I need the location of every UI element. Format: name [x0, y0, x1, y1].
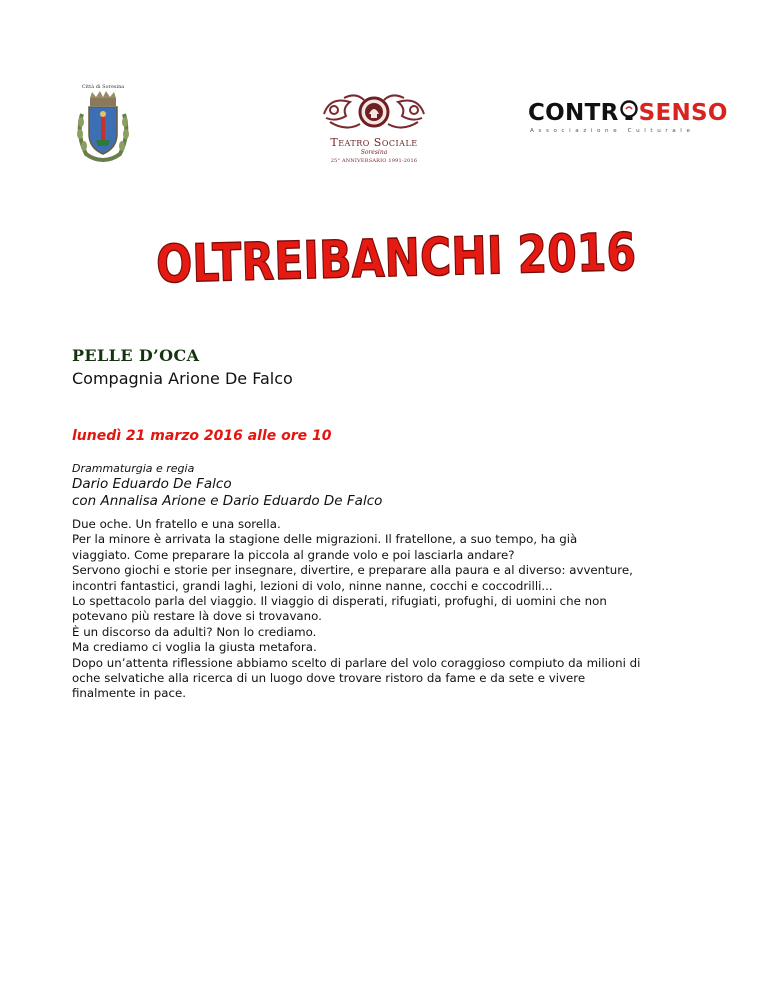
- event-date: lunedì 21 marzo 2016 alle ore 10: [72, 428, 332, 444]
- show-title: PELLE D’OCA: [72, 346, 200, 365]
- brand-part-2: SENSO: [638, 100, 728, 126]
- main-title-text: OLTREIBANCHI 2016: [155, 219, 744, 296]
- description-line: Ma crediamo ci voglia la giusta metafora.: [72, 640, 317, 655]
- description-line: incontri fantastici, grandi laghi, lezioni di volo, ninne nanne, cocchi e coccodrilli...: [72, 578, 553, 593]
- description: [72, 517, 712, 702]
- description-line: È un discorso da adulti? Non lo crediamo.: [72, 624, 317, 639]
- description-line: oche selvatiche alla ricerca di un luogo dove trovare ristoro da fame e da sete e vivere: [72, 671, 586, 686]
- credits-director: Dario Eduardo De Falco: [72, 476, 232, 492]
- controsenso-brand: [528, 98, 728, 128]
- city-logo-caption: Città di Soresina: [81, 84, 125, 90]
- description-line: Lo spettacolo parla del viaggio. Il viaggio di disperati, rifugiati, profughi, di uomini che non: [72, 594, 607, 609]
- brand-part-1: CONTR: [528, 100, 619, 126]
- description-line: potevano più restare là dove si trovavano.: [72, 609, 322, 624]
- teatro-logo: [316, 92, 432, 170]
- company-name: Compagnia Arione De Falco: [72, 369, 293, 388]
- city-coat-of-arms-icon: [72, 84, 134, 164]
- description-line: viaggiato. Come preparare la piccola al grande volo e poi lasciarla andare?: [72, 547, 515, 562]
- description-line: finalmente in pace.: [72, 686, 186, 701]
- teatro-anniversary: 25° ANNIVERSARIO 1991-2016: [330, 158, 418, 164]
- teatro-city: Soresina: [360, 149, 388, 156]
- description-line: Servono giochi e storie per insegnare, divertire, e preparare alla paura e al diverso: avventure,: [72, 563, 633, 578]
- credits-label: Drammaturgia e regia: [72, 462, 195, 475]
- teatro-name: Teatro Sociale: [330, 136, 418, 149]
- main-title: [150, 219, 744, 296]
- controsenso-subtitle: Associazione Culturale: [530, 128, 695, 134]
- lightbulb-icon: [619, 100, 639, 122]
- credits-cast: con Annalisa Arione e Dario Eduardo De Falco: [72, 493, 383, 509]
- city-logo: [72, 84, 134, 164]
- theatre-crest-icon: [316, 92, 432, 136]
- controsenso-logo: [528, 98, 728, 140]
- description-line: Per la minore è arrivata la stagione delle migrazioni. Il fratellone, a suo tempo, ha già: [72, 532, 578, 547]
- description-line: Due oche. Un fratello e una sorella.: [72, 517, 281, 531]
- description-line: Dopo un’attenta riflessione abbiamo scelto di parlare del volo coraggioso compiuto da milioni di: [72, 655, 641, 670]
